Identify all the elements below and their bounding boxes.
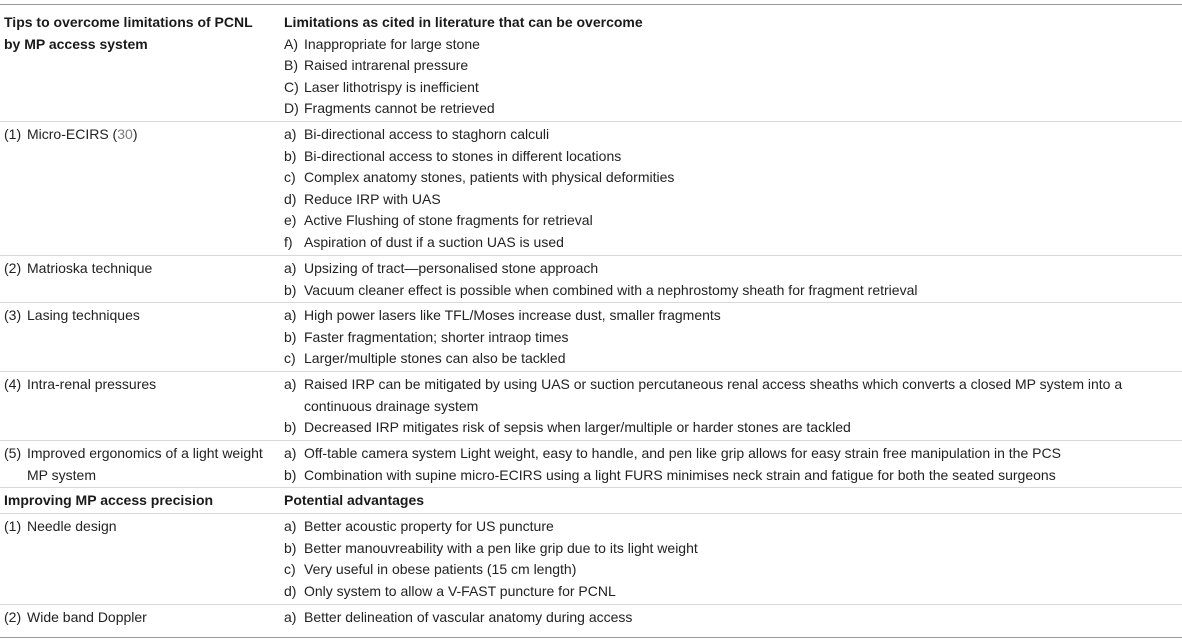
row-label-wide-band-doppler: (2) Wide band Doppler xyxy=(4,609,147,625)
list-item: b) Bi-directional access to stones in different locations xyxy=(284,147,622,164)
reference-30: 30 xyxy=(117,126,133,142)
list-item: b) Combination with supine micro-ECIRS using a light FURS minimises neck strain and fatigue for both the seated surgeons xyxy=(284,466,1056,483)
list-item: c) Complex anatomy stones, patients with physical deformities xyxy=(284,169,675,185)
list-item: B) Raised intrarenal pressure xyxy=(284,57,469,73)
row-items xyxy=(284,374,1180,439)
row-label-ergonomics: (5) Improved ergonomics of a light weight MP system xyxy=(4,445,263,483)
bottom-rule xyxy=(0,637,1182,638)
list-item: b) Decreased IRP mitigates risk of sepsis when larger/multiple or harder stones are tackled xyxy=(284,419,851,435)
list-item: D) Fragments cannot be retrieved xyxy=(284,100,495,116)
row-divider xyxy=(0,440,1182,441)
row-items xyxy=(284,516,1180,602)
row-divider xyxy=(0,371,1182,372)
header-right-2: Potential advantages xyxy=(284,492,425,508)
header-left-2: Improving MP access precision xyxy=(4,492,214,508)
row-items xyxy=(284,305,1180,370)
list-item: a) Off-table camera system Light weight, easy to handle, and pen like grip allows for easy strain free manipulation in the PCS xyxy=(284,445,1061,461)
row-label-intra-renal: (4) Intra-renal pressures xyxy=(4,376,157,392)
list-item: a) Better delineation of vascular anatomy during access xyxy=(284,609,633,625)
list-item: C) Laser lithotrispy is inefficient xyxy=(284,78,479,95)
header-right-title-1: Limitations as cited in literature that can be overcome xyxy=(284,14,643,30)
list-item: A) Inappropriate for large stone xyxy=(284,35,480,52)
row-divider xyxy=(0,302,1182,303)
top-rule xyxy=(0,4,1182,5)
row-items xyxy=(284,258,1180,301)
row-label-matrioska: (2) Matrioska technique xyxy=(4,260,153,276)
list-item: d) Reduce IRP with UAS xyxy=(284,190,441,207)
row-label-needle-design: (1) Needle design xyxy=(4,518,117,534)
list-item: a) High power lasers like TFL/Moses increase dust, smaller fragments xyxy=(284,307,721,323)
list-item: b) Better manouvreability with a pen like grip due to its light weight xyxy=(284,539,698,556)
list-item: b) Faster fragmentation; shorter intraop times xyxy=(284,328,569,345)
row-divider xyxy=(0,487,1182,488)
list-item: d) Only system to allow a V-FAST puncture for PCNL xyxy=(284,582,616,599)
list-item: a) Better acoustic property for US puncture xyxy=(284,518,554,534)
list-item: c) Very useful in obese patients (15 cm length) xyxy=(284,561,577,577)
row-items xyxy=(284,443,1180,486)
header-left-1: Tips to overcome limitations of PCNL by MP access system xyxy=(4,14,253,52)
list-item: a) Raised IRP can be mitigated by using UAS or suction percutaneous renal access sheaths which converts a closed MP system into a continuous drainage system xyxy=(284,376,1123,414)
row-divider xyxy=(0,513,1182,514)
list-item: e) Active Flushing of stone fragments for retrieval xyxy=(284,212,593,228)
list-item: a) Bi-directional access to staghorn calculi xyxy=(284,126,550,142)
row-items xyxy=(284,124,1180,253)
list-item: a) Upsizing of tract—personalised stone approach xyxy=(284,260,599,276)
list-item: b) Vacuum cleaner effect is possible when combined with a nephrostomy sheath for fragment retrieval xyxy=(284,281,918,298)
row-divider xyxy=(0,255,1182,256)
row-divider xyxy=(0,604,1182,605)
header-right-1 xyxy=(284,12,1180,120)
list-item: c) Larger/multiple stones can also be tackled xyxy=(284,350,566,366)
row-divider xyxy=(0,121,1182,122)
row-label-lasing: (3) Lasing techniques xyxy=(4,307,140,323)
row-items xyxy=(284,607,1180,629)
row-label-micro-ecirs: (1) Micro-ECIRS (30) xyxy=(4,126,138,142)
list-item: f) Aspiration of dust if a suction UAS is used xyxy=(284,233,564,250)
